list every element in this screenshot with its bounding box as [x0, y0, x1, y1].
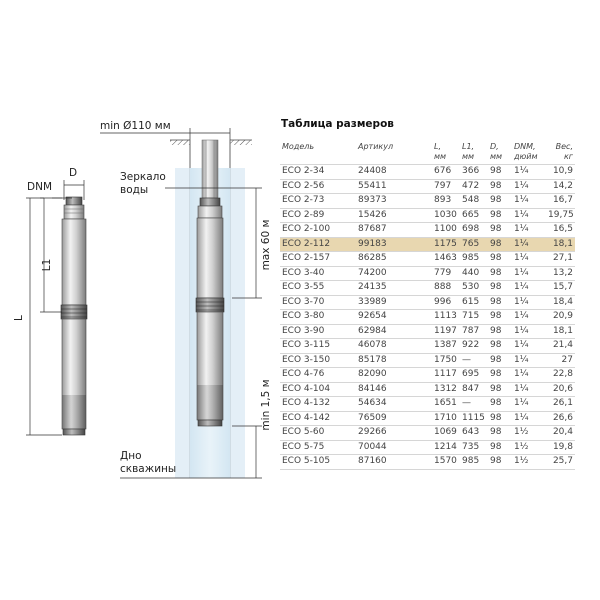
- cell-length: 1030: [432, 208, 460, 223]
- cell-article: 92654: [356, 310, 432, 325]
- cell-article: 24408: [356, 165, 432, 180]
- cell-length1: 440: [460, 266, 488, 281]
- cell-length: 1463: [432, 252, 460, 267]
- cell-dnm: 1¼: [512, 382, 546, 397]
- cell-model: ECO 3-40: [280, 266, 356, 281]
- cell-length1: 530: [460, 281, 488, 296]
- cell-diameter: 98: [488, 266, 512, 281]
- cell-weight: 20,6: [546, 382, 575, 397]
- cell-weight: 19,8: [546, 440, 575, 455]
- cell-article: 33989: [356, 295, 432, 310]
- header-article: Артикул: [358, 142, 394, 151]
- cell-article: 29266: [356, 426, 432, 441]
- table-title: Таблица размеров: [281, 118, 394, 130]
- table-row: [280, 455, 575, 470]
- l-label: L: [13, 315, 25, 321]
- cell-diameter: 98: [488, 382, 512, 397]
- cell-diameter: 98: [488, 223, 512, 238]
- cell-length: 1312: [432, 382, 460, 397]
- cell-weight: 14,2: [546, 179, 575, 194]
- cell-dnm: 1¼: [512, 368, 546, 383]
- table-row: [280, 397, 575, 412]
- header-length1: L1, мм: [462, 142, 475, 161]
- cell-length: 1197: [432, 324, 460, 339]
- cell-length1: 787: [460, 324, 488, 339]
- cell-diameter: 98: [488, 310, 512, 325]
- cell-model: ECO 2-112: [280, 237, 356, 252]
- cell-model: ECO 2-89: [280, 208, 356, 223]
- cell-length: 996: [432, 295, 460, 310]
- min-bottom-label: min 1,5 м: [260, 379, 272, 431]
- cell-diameter: 98: [488, 237, 512, 252]
- table-row: [280, 382, 575, 397]
- cell-weight: 16,7: [546, 194, 575, 209]
- table-row: [280, 266, 575, 281]
- cell-model: ECO 3-80: [280, 310, 356, 325]
- table-row: [280, 295, 575, 310]
- cell-length1: —: [460, 397, 488, 412]
- table-row: [280, 223, 575, 238]
- cell-dnm: 1½: [512, 455, 546, 470]
- cell-length: 893: [432, 194, 460, 209]
- cell-length: 1117: [432, 368, 460, 383]
- cell-model: ECO 2-34: [280, 165, 356, 180]
- cell-length1: 735: [460, 440, 488, 455]
- installed-pump-drawing: [196, 198, 224, 426]
- table-row: [280, 324, 575, 339]
- table-row: [280, 165, 575, 180]
- cell-weight: 27: [546, 353, 575, 368]
- cell-dnm: 1¼: [512, 237, 546, 252]
- cell-length: 1570: [432, 455, 460, 470]
- cell-diameter: 98: [488, 324, 512, 339]
- cell-article: 15426: [356, 208, 432, 223]
- cell-diameter: 98: [488, 252, 512, 267]
- max-depth-label: max 60 м: [260, 219, 272, 271]
- cell-length: 888: [432, 281, 460, 296]
- cell-weight: 27,1: [546, 252, 575, 267]
- cell-length: 1100: [432, 223, 460, 238]
- cell-length1: —: [460, 353, 488, 368]
- table-row: [280, 368, 575, 383]
- cell-dnm: 1¼: [512, 179, 546, 194]
- cell-length: 1175: [432, 237, 460, 252]
- header-dnm: DNM, дюйм: [514, 142, 538, 161]
- dnm-label: DNM: [27, 181, 52, 193]
- cell-article: 82090: [356, 368, 432, 383]
- bottom-label-line2: скважины: [120, 463, 177, 475]
- table-header-row: [280, 142, 575, 165]
- dimensions-table: [280, 142, 575, 470]
- cell-article: 87160: [356, 455, 432, 470]
- table-row: [280, 194, 575, 209]
- cell-weight: 26,6: [546, 411, 575, 426]
- cell-weight: 26,1: [546, 397, 575, 412]
- cell-diameter: 98: [488, 455, 512, 470]
- cell-dnm: 1¼: [512, 252, 546, 267]
- cell-article: 86285: [356, 252, 432, 267]
- cell-weight: 16,5: [546, 223, 575, 238]
- table-row: [280, 208, 575, 223]
- cell-diameter: 98: [488, 165, 512, 180]
- cell-model: ECO 3-55: [280, 281, 356, 296]
- cell-dnm: 1¼: [512, 339, 546, 354]
- cell-weight: 18,1: [546, 237, 575, 252]
- cell-diameter: 98: [488, 440, 512, 455]
- table-row: [280, 281, 575, 296]
- cell-diameter: 98: [488, 194, 512, 209]
- cell-dnm: 1¼: [512, 208, 546, 223]
- cell-length1: 698: [460, 223, 488, 238]
- cell-weight: 19,75: [546, 208, 575, 223]
- cell-length1: 615: [460, 295, 488, 310]
- cell-model: ECO 3-150: [280, 353, 356, 368]
- cell-length1: 695: [460, 368, 488, 383]
- cell-length: 1710: [432, 411, 460, 426]
- cell-model: ECO 5-75: [280, 440, 356, 455]
- cell-article: 76509: [356, 411, 432, 426]
- table-row: [280, 179, 575, 194]
- cell-weight: 20,4: [546, 426, 575, 441]
- cell-weight: 18,4: [546, 295, 575, 310]
- cell-length: 1069: [432, 426, 460, 441]
- cell-weight: 15,7: [546, 281, 575, 296]
- cell-weight: 22,8: [546, 368, 575, 383]
- cell-diameter: 98: [488, 179, 512, 194]
- table-row: [280, 411, 575, 426]
- cell-model: ECO 2-56: [280, 179, 356, 194]
- cell-weight: 10,9: [546, 165, 575, 180]
- cell-diameter: 98: [488, 339, 512, 354]
- cell-length: 1387: [432, 339, 460, 354]
- cell-length: 1750: [432, 353, 460, 368]
- cell-weight: 21,4: [546, 339, 575, 354]
- cell-weight: 25,7: [546, 455, 575, 470]
- cell-dnm: 1¼: [512, 324, 546, 339]
- cell-diameter: 98: [488, 295, 512, 310]
- cell-length: 779: [432, 266, 460, 281]
- cell-dnm: 1¼: [512, 397, 546, 412]
- table-row: [280, 339, 575, 354]
- d-label: D: [69, 167, 78, 179]
- cell-dnm: 1¼: [512, 223, 546, 238]
- cell-length: 1651: [432, 397, 460, 412]
- standalone-pump-drawing: [61, 197, 87, 435]
- water-mirror-label-line2: воды: [120, 184, 149, 196]
- cell-model: ECO 4-104: [280, 382, 356, 397]
- table-row: [280, 353, 575, 368]
- cell-weight: 18,1: [546, 324, 575, 339]
- cell-model: ECO 4-76: [280, 368, 356, 383]
- cell-model: ECO 5-105: [280, 455, 356, 470]
- cell-dnm: 1¼: [512, 411, 546, 426]
- cell-article: 85178: [356, 353, 432, 368]
- cell-length1: 847: [460, 382, 488, 397]
- table-row: [280, 426, 575, 441]
- cell-length: 1214: [432, 440, 460, 455]
- cell-length1: 765: [460, 237, 488, 252]
- cell-diameter: 98: [488, 426, 512, 441]
- cell-diameter: 98: [488, 353, 512, 368]
- cell-article: 74200: [356, 266, 432, 281]
- cell-length1: 922: [460, 339, 488, 354]
- cell-model: ECO 4-142: [280, 411, 356, 426]
- cell-length1: 472: [460, 179, 488, 194]
- header-diameter: D, мм: [490, 142, 503, 161]
- table-row: [280, 237, 575, 252]
- header-weight: Вес, кг: [555, 142, 573, 161]
- cell-length1: 548: [460, 194, 488, 209]
- cell-length: 797: [432, 179, 460, 194]
- cell-model: ECO 3-70: [280, 295, 356, 310]
- cell-model: ECO 2-100: [280, 223, 356, 238]
- header-length: L, мм: [434, 142, 447, 161]
- cell-dnm: 1¼: [512, 266, 546, 281]
- cell-length1: 366: [460, 165, 488, 180]
- cell-length1: 665: [460, 208, 488, 223]
- cell-model: ECO 2-157: [280, 252, 356, 267]
- cell-article: 55411: [356, 179, 432, 194]
- table-row: [280, 252, 575, 267]
- cell-dnm: 1¼: [512, 295, 546, 310]
- cell-diameter: 98: [488, 397, 512, 412]
- cell-article: 24135: [356, 281, 432, 296]
- header-model: Модель: [282, 142, 315, 151]
- water-mirror-label-line1: Зеркало: [120, 171, 166, 183]
- cell-length1: 1115: [460, 411, 488, 426]
- cell-length1: 985: [460, 455, 488, 470]
- cell-dnm: 1¼: [512, 165, 546, 180]
- cell-dnm: 1¼: [512, 194, 546, 209]
- cell-article: 89373: [356, 194, 432, 209]
- cell-model: ECO 3-115: [280, 339, 356, 354]
- cell-dnm: 1½: [512, 440, 546, 455]
- cell-article: 70044: [356, 440, 432, 455]
- cell-length1: 643: [460, 426, 488, 441]
- cell-length: 676: [432, 165, 460, 180]
- cell-dnm: 1½: [512, 426, 546, 441]
- min-diameter-label: min Ø110 мм: [100, 120, 171, 132]
- cell-diameter: 98: [488, 208, 512, 223]
- cell-model: ECO 3-90: [280, 324, 356, 339]
- cell-dnm: 1¼: [512, 281, 546, 296]
- cell-model: ECO 2-73: [280, 194, 356, 209]
- cell-length1: 985: [460, 252, 488, 267]
- cell-article: 46078: [356, 339, 432, 354]
- cell-diameter: 98: [488, 281, 512, 296]
- cell-article: 62984: [356, 324, 432, 339]
- dimensions-table-block: [280, 118, 575, 470]
- cell-diameter: 98: [488, 368, 512, 383]
- cell-length1: 715: [460, 310, 488, 325]
- cell-dnm: 1¼: [512, 310, 546, 325]
- cell-article: 84146: [356, 382, 432, 397]
- cell-length: 1113: [432, 310, 460, 325]
- l1-label: L1: [41, 258, 53, 272]
- table-row: [280, 440, 575, 455]
- cell-article: 54634: [356, 397, 432, 412]
- cell-model: ECO 5-60: [280, 426, 356, 441]
- cell-weight: 13,2: [546, 266, 575, 281]
- cell-model: ECO 4-132: [280, 397, 356, 412]
- bottom-label-line1: Дно: [120, 450, 142, 462]
- cell-article: 99183: [356, 237, 432, 252]
- table-row: [280, 310, 575, 325]
- cell-diameter: 98: [488, 411, 512, 426]
- cell-article: 87687: [356, 223, 432, 238]
- cell-dnm: 1¼: [512, 353, 546, 368]
- cell-weight: 20,9: [546, 310, 575, 325]
